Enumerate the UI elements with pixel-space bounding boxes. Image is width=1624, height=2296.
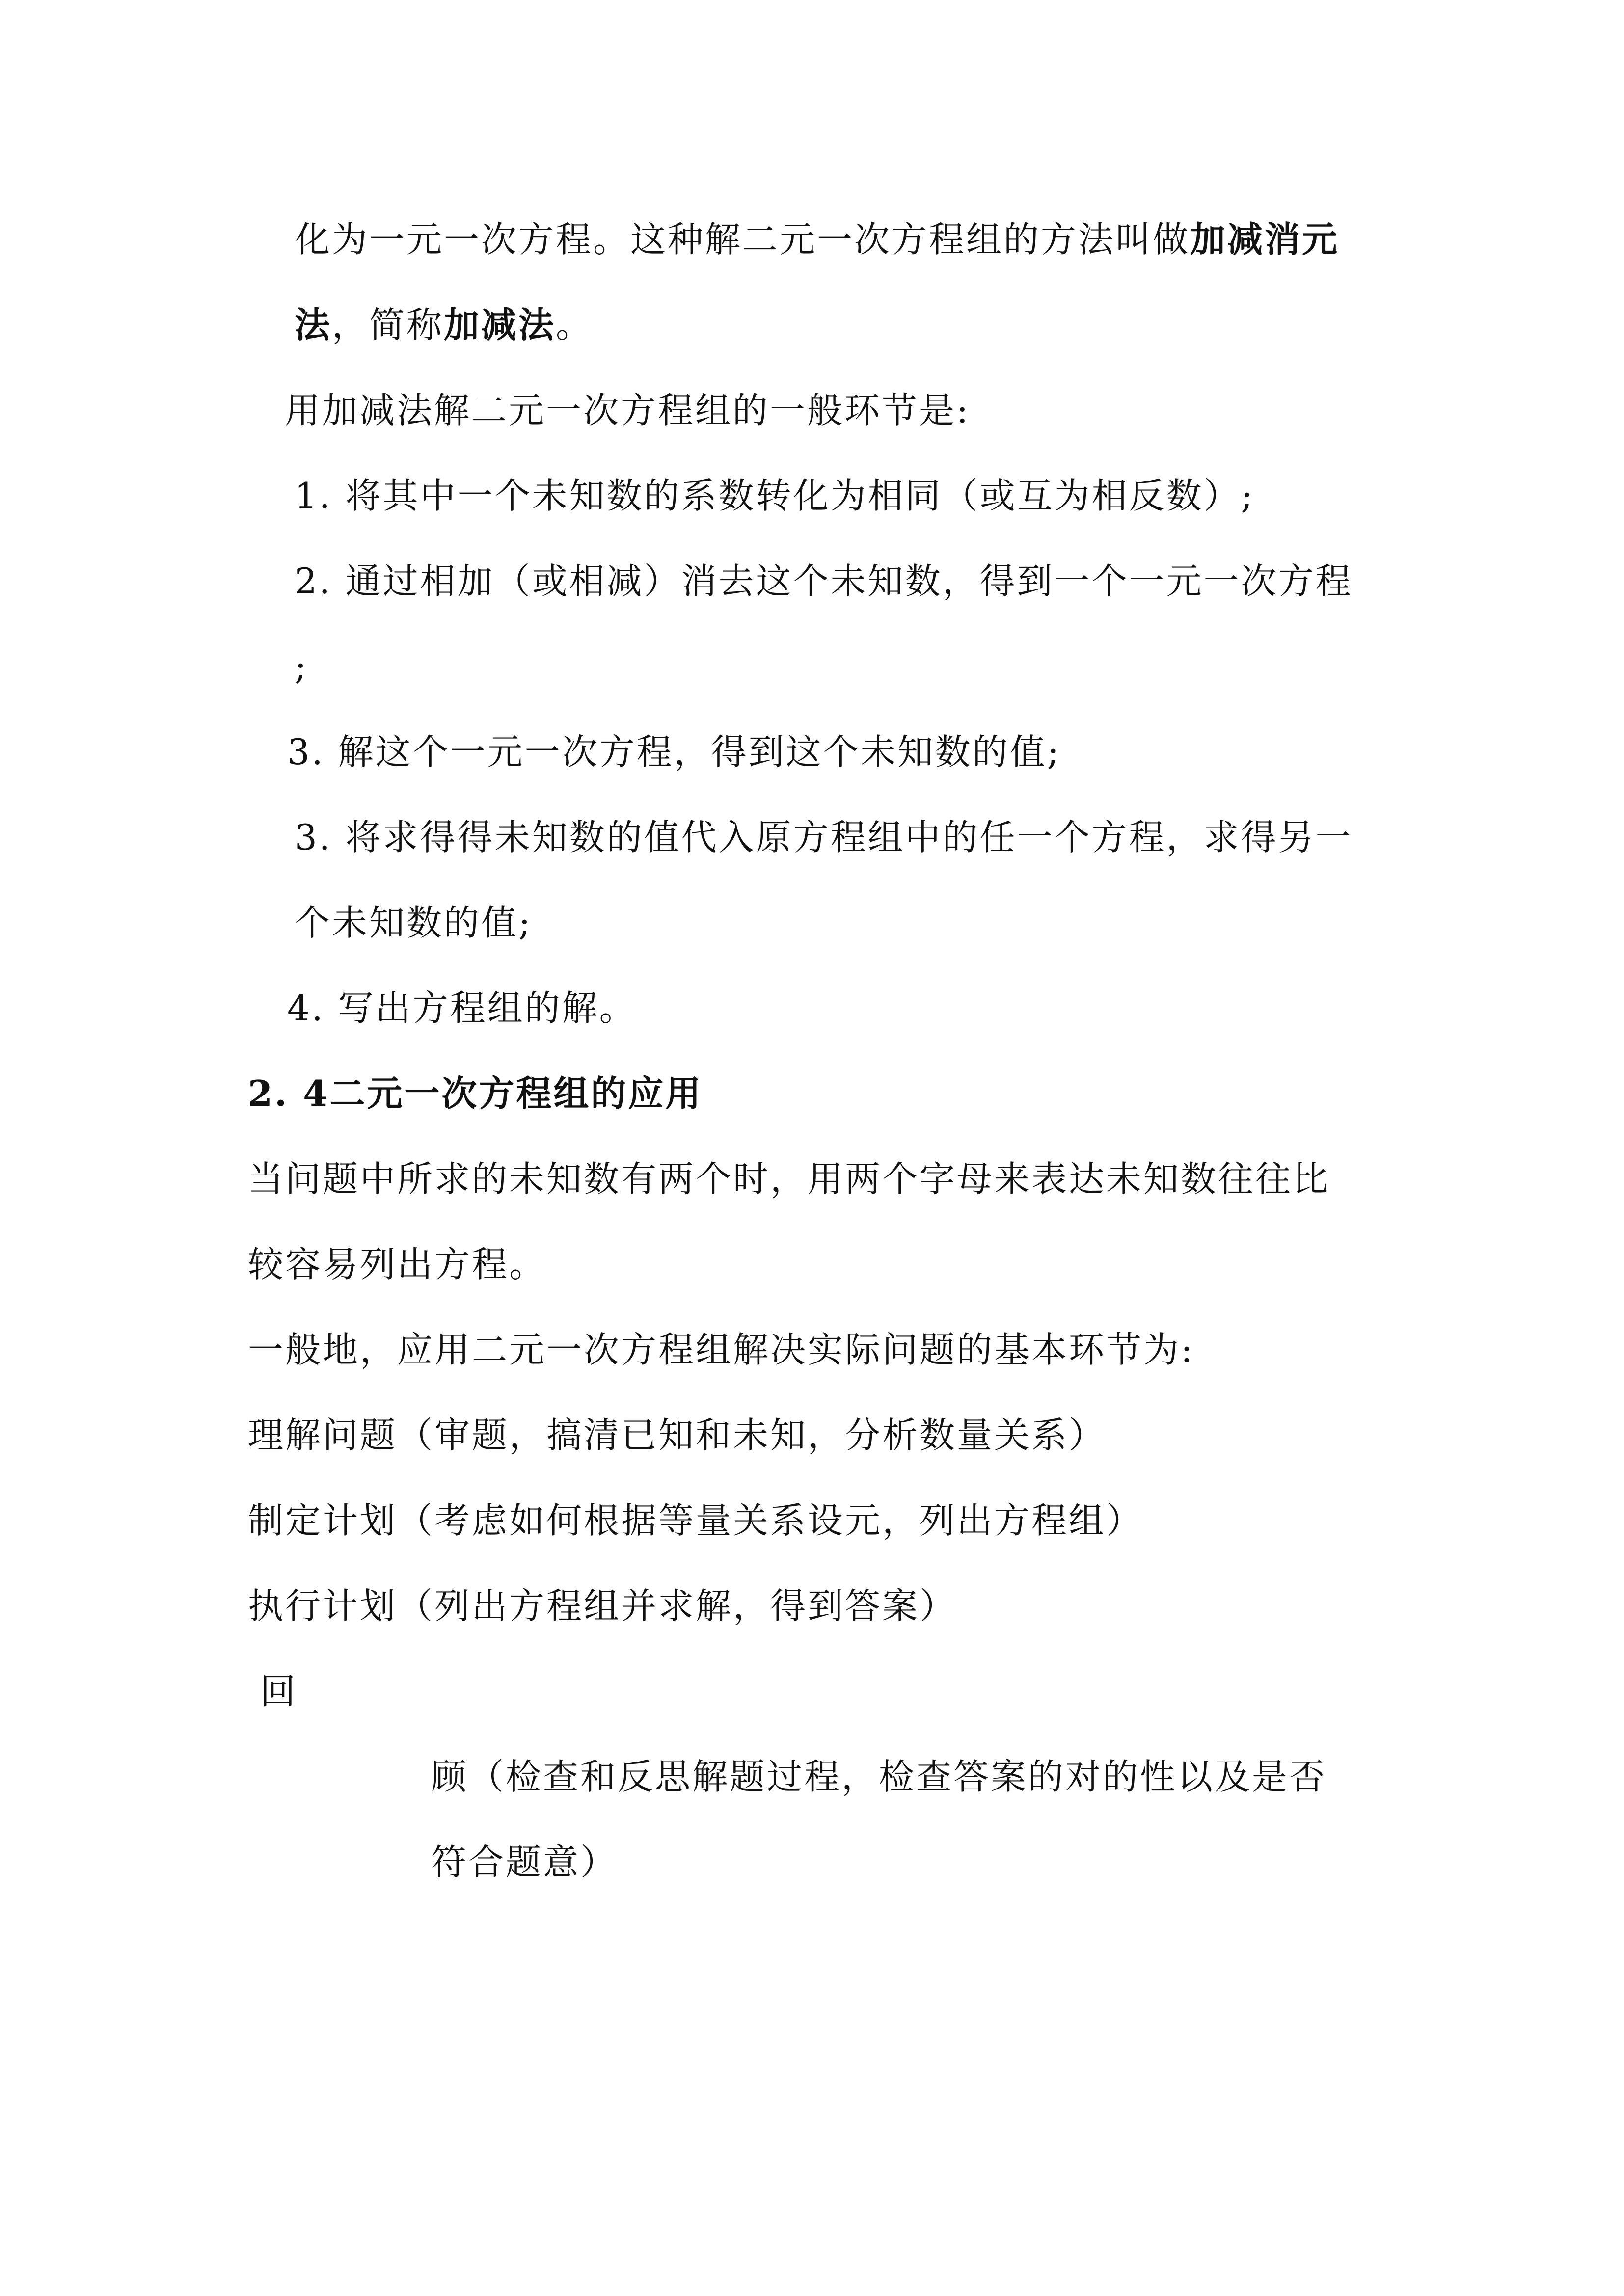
step-2-line-1: 2. 通过相加（或相减）消去这个未知数，得到一个一元一次方程 [295, 561, 1353, 602]
term-method-suffix: 法 [295, 304, 332, 346]
intro-line-2-end: 。 [556, 304, 594, 346]
list-item-execute: 执行计划（列出方程组并求解，得到答案） [248, 1585, 957, 1627]
intro-line-2-text: ，简称 [332, 304, 444, 346]
section-paragraph-1-line-2: 较容易列出方程。 [248, 1244, 547, 1285]
term-addition-subtraction-method: 加减法 [444, 304, 556, 346]
intro-line-2 [295, 300, 593, 349]
list-item-review-head: 回 [260, 1671, 298, 1712]
step-3b-line-1: 3. 将求得得未知数的值代入原方程组中的任一个方程，求得另一 [295, 817, 1353, 858]
list-item-understand: 理解问题（审题，搞清已知和未知，分析数量关系） [248, 1415, 1107, 1456]
intro-line-1 [295, 215, 1339, 264]
step-1: 1. 将其中一个未知数的系数转化为相同（或互为相反数）; [295, 475, 1255, 516]
step-4: 4. 写出方程组的解。 [287, 988, 637, 1029]
step-3: 3. 解这个一元一次方程，得到这个未知数的值; [287, 731, 1061, 773]
step-2-line-2: ; [295, 646, 309, 687]
intro-line-1-text: 化为一元一次方程。这种解二元一次方程组的方法叫做 [295, 219, 1191, 260]
step-3b-line-2: 个未知数的值; [295, 902, 533, 943]
section-paragraph-2: 一般地，应用二元一次方程组解决实际问题的基本环节为: [248, 1329, 1195, 1370]
list-item-review-line-1: 顾（检查和反思解题过程，检查答案的对的性以及是否 [431, 1756, 1327, 1797]
list-item-plan: 制定计划（考虑如何根据等量关系设元，列出方程组） [248, 1500, 1144, 1541]
term-addition-subtraction-elimination: 加减消元 [1190, 218, 1340, 260]
list-item-review-line-2: 符合题意） [431, 1842, 618, 1883]
section-heading: 2. 4二元一次方程组的应用 [248, 1072, 703, 1114]
section-paragraph-1-line-1: 当问题中所求的未知数有两个时，用两个字母来表达未知数往往比 [248, 1158, 1330, 1200]
steps-title: 用加减法解二元一次方程组的一般环节是: [285, 390, 971, 431]
